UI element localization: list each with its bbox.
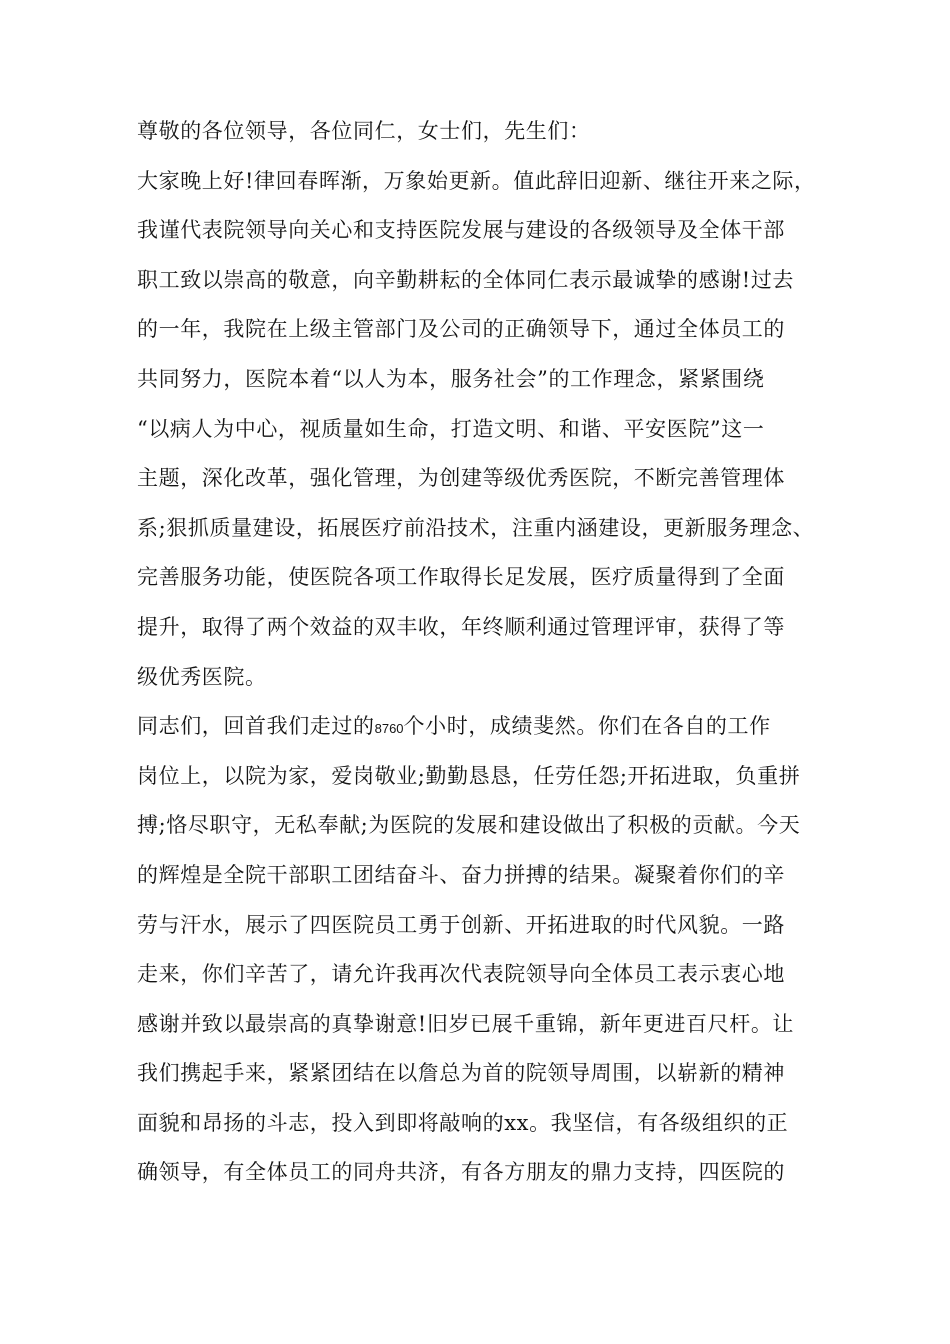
text-line: 走来，你们辛苦了，请允许我再次代表院领导向全体员工表示衷心地: [137, 962, 785, 987]
text-line: 级优秀医院。: [137, 664, 267, 689]
inline-number: 8760: [374, 721, 404, 737]
text-line: 职工致以崇高的敬意，向辛勤耕耘的全体同仁表示最诚挚的感谢!过去: [137, 267, 795, 292]
text-line: 劳与汗水，展示了四医院员工勇于创新、开拓进取的时代风貌。一路: [137, 912, 785, 937]
text-line: 提升，取得了两个效益的双丰收，年终顺利通过管理评审，获得了等: [137, 614, 785, 639]
text-line: 确领导，有全体员工的同舟共济，有各方朋友的鼎力支持，四医院的: [137, 1160, 785, 1185]
text-line: 我们携起手来，紧紧团结在以詹总为首的院领导周围，以崭新的精神: [137, 1061, 785, 1086]
text-line: 完善服务功能，使医院各项工作取得长足发展，医疗质量得到了全面: [137, 565, 785, 590]
text-line: 同志们，回首我们走过的8760个小时，成绩斐然。你们在各自的工作: [137, 714, 771, 739]
text-line: 尊敬的各位领导，各位同仁，女士们，先生们：: [137, 119, 591, 143]
text-line: 的一年，我院在上级主管部门及公司的正确领导下，通过全体员工的: [137, 317, 785, 342]
text-line: 的辉煌是全院干部职工团结奋斗、奋力拼搏的结果。凝聚着你们的辛: [137, 862, 785, 887]
text-line: 系;狠抓质量建设，拓展医疗前沿技术，注重内涵建设，更新服务理念、: [137, 515, 815, 540]
text-line: 面貌和昂扬的斗志，投入到即将敲响的xx。我坚信，有各级组织的正: [137, 1110, 789, 1135]
text-line: 大家晚上好!律回春晖渐，万象始更新。值此辞旧迎新、继往开来之际，: [137, 168, 816, 193]
text-line: 我谨代表院领导向关心和支持医院发展与建设的各级领导及全体干部: [137, 218, 785, 243]
text-line: 岗位上，以院为家，爱岗敬业;勤勤恳恳，任劳任怨;开拓进取，负重拼: [137, 763, 801, 788]
speech-text: [137, 107, 837, 1198]
text-line: “以病人为中心，视质量如生命，打造文明、和谐、平安医院”这一: [137, 416, 765, 441]
text-line: 搏;恪尽职守，无私奉献;为医院的发展和建设做出了积极的贡献。今天: [137, 813, 801, 838]
text-line: 感谢并致以最崇高的真挚谢意!旧岁已展千重锦，新年更进百尺杆。让: [137, 1011, 795, 1036]
text-line: 共同努力，医院本着“以人为本，服务社会”的工作理念，紧紧围绕: [137, 366, 765, 391]
text-line: 主题，深化改革，强化管理，为创建等级优秀医院，不断完善管理体: [137, 466, 785, 491]
